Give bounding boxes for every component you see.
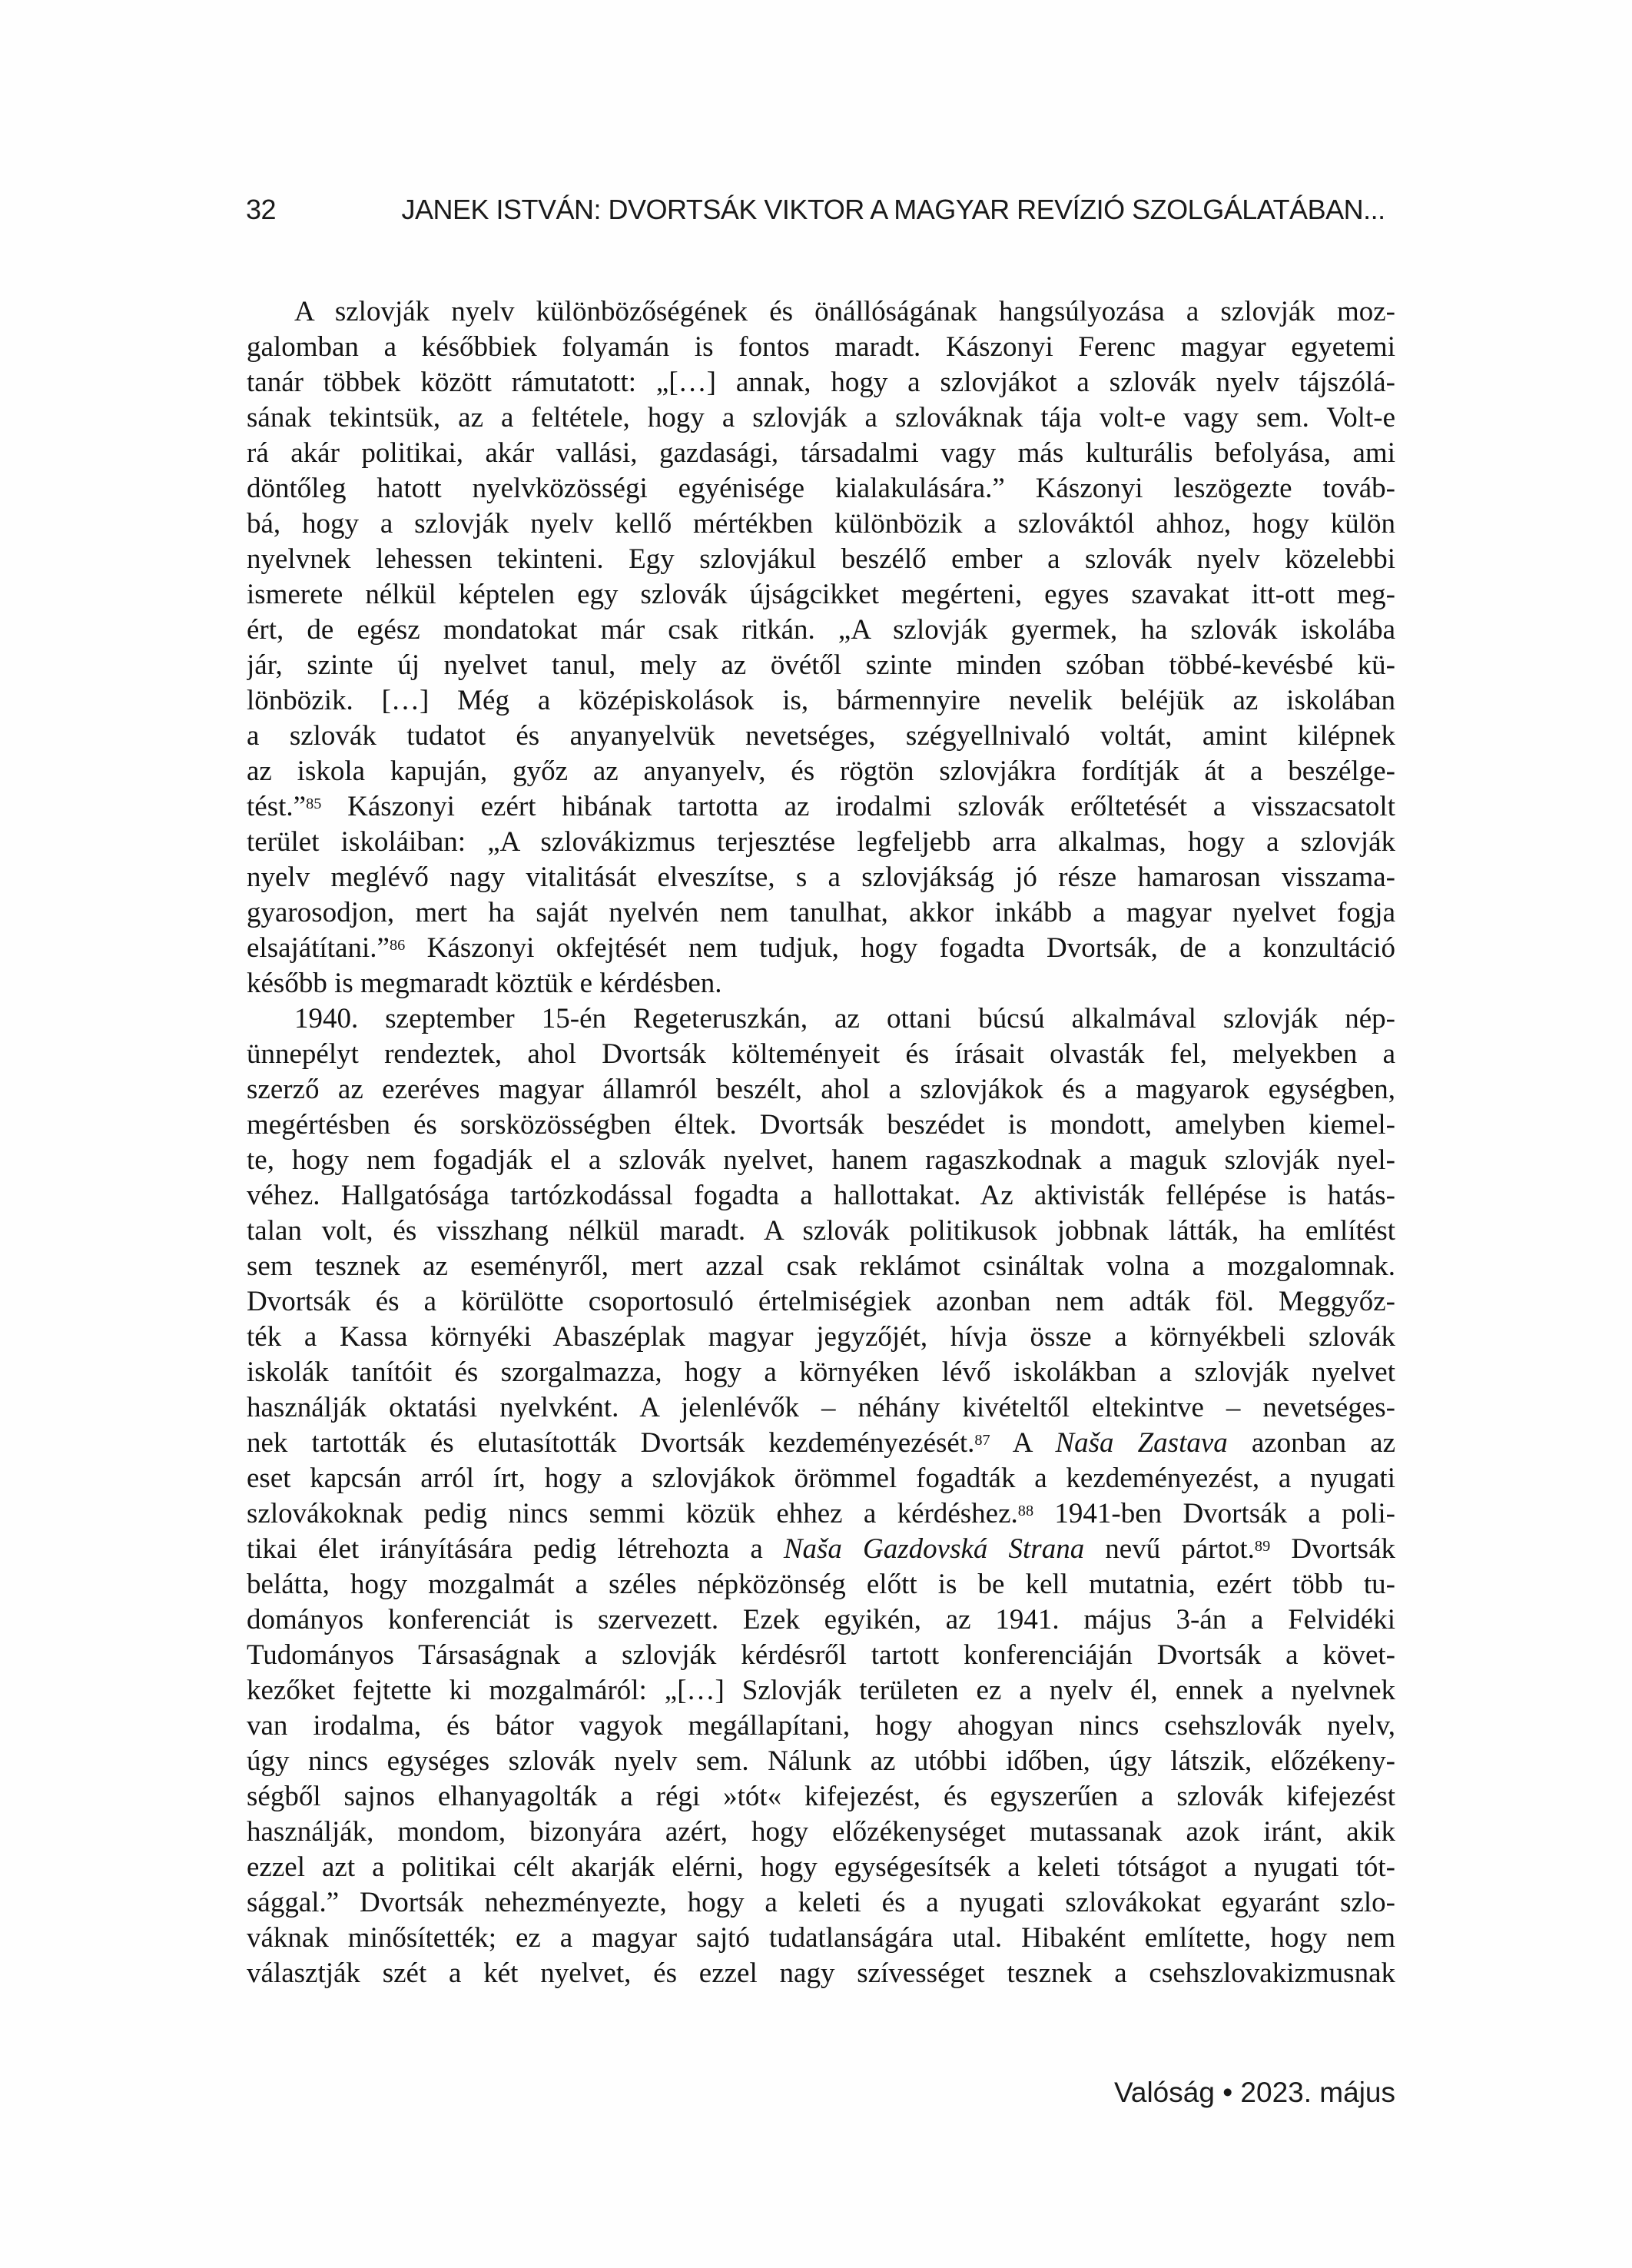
text-line: bá, hogy a szlovják nyelv kellő mértékben különbözik a szlováktól ahhoz, hogy külön <box>247 508 1395 540</box>
text-line: talan volt, és visszhang nélkül maradt. A szlovák politikusok jobbnak látták, ha említést <box>247 1215 1395 1247</box>
text-line: az iskola kapuján, győz az anyanyelv, és rögtön szlovjákra fordítják át a beszélge- <box>247 755 1395 787</box>
text-line: később is megmaradt köztük e kérdésben. <box>247 968 722 999</box>
text-line: váknak minősítették; ez a magyar sajtó tudatlanságára utal. Hibaként említette, hogy nem <box>247 1922 1395 1954</box>
text-line: galomban a későbbiek folyamán is fontos maradt. Kászonyi Ferenc magyar egyetemi <box>247 331 1395 363</box>
text-line: kezőket fejtette ki mozgalmáról: „[…] Szlovják területen ez a nyelv él, ennek a nyelvnek <box>247 1675 1395 1706</box>
text-line: használják, mondom, bizonyára azért, hogy előzékenységet mutassanak azok iránt, akik <box>247 1816 1395 1848</box>
text-line: döntőleg hatott nyelvközösségi egyénisége kialakulására.” Kászonyi leszögezte továb- <box>247 473 1395 504</box>
text-line: jár, szinte új nyelvet tanul, mely az övétől szinte minden szóban többé-kevésbé kü- <box>247 649 1395 681</box>
text-line: ismerete nélkül képtelen egy szlovák újságcikket megérteni, egyes szavakat itt-ott meg- <box>247 579 1395 610</box>
text-line: gyarosodjon, mert ha saját nyelvén nem tanulhat, akkor inkább a magyar nyelvet fogja <box>247 897 1395 928</box>
running-header-title: JANEK ISTVÁN: DVORTSÁK VIKTOR A MAGYAR REVÍZIÓ SZOLGÁLATÁBAN... <box>401 194 1385 225</box>
text-line: ünnepélyt rendeztek, ahol Dvortsák költeményeit és írásait olvasták fel, melyekben a <box>247 1038 1395 1070</box>
text-line: van irodalma, és bátor vagyok megállapítani, hogy ahogyan nincs csehszlovák nyelv, <box>247 1710 1395 1742</box>
text-line: tikai élet irányítására pedig létrehozta a Naša Gazdovská Strana nevű pártot.$^{89}$ Dvortsák <box>247 1533 1395 1565</box>
body-text <box>247 294 1395 1991</box>
page-number: 32 <box>246 194 277 225</box>
text-line: ezzel azt a politikai célt akarják elérni, hogy egységesítsék a keleti tótságot a nyugati tót- <box>247 1851 1395 1883</box>
text-line: a szlovák tudatot és anyanyelvük nevetséges, szégyellnivaló voltát, amint kilépnek <box>247 720 1395 752</box>
text-line: lönbözik. […] Még a középiskolások is, bármennyire nevelik beléjük az iskolában <box>247 685 1395 716</box>
text-line: eset kapcsán arról írt, hogy a szlovjákok örömmel fogadták a kezdeményezést, a nyugati <box>247 1463 1395 1494</box>
page-header <box>246 194 1395 226</box>
text-line: szerző az ezeréves magyar államról beszélt, ahol a szlovjákok és a magyarok egységben, <box>247 1074 1395 1105</box>
text-line: ért, de egész mondatokat már csak ritkán. „A szlovják gyermek, ha szlovák iskolába <box>247 614 1395 646</box>
text-line: Dvortsák és a körülötte csoportosuló értelmiségiek azonban nem adták föl. Meggyőz- <box>247 1286 1395 1317</box>
text-line: dományos konferenciát is szervezett. Ezek egyikén, az 1941. május 3-án a Felvidéki <box>247 1604 1395 1635</box>
text-line: Tudományos Társaságnak a szlovják kérdésről tartott konferenciáján Dvortsák a követ- <box>247 1639 1395 1671</box>
text-line: sának tekintsük, az a feltétele, hogy a szlovják a szlováknak tája volt-e vagy sem. Volt-e <box>247 402 1395 433</box>
text-line: ségből sajnos elhanyagolták a régi »tót« kifejezést, és egyszerűen a szlovák kifejezést <box>247 1781 1395 1812</box>
text-line: szlovákoknak pedig nincs semmi közük ehhez a kérdéshez.$^{88}$ 1941-ben Dvortsák a poli- <box>247 1498 1395 1529</box>
text-line: ték a Kassa környéki Abaszéplak magyar jegyzőjét, hívja össze a környékbeli szlovák <box>247 1321 1395 1353</box>
text-line: úgy nincs egységes szlovák nyelv sem. Nálunk az utóbbi időben, úgy látszik, előzékeny- <box>247 1745 1395 1777</box>
text-line: belátta, hogy mozgalmát a széles népközönség előtt is be kell mutatnia, ezért több tu- <box>247 1569 1395 1600</box>
text-line: tést.”$^{85}$ Kászonyi ezért hibának tartotta az irodalmi szlovák erőltetését a visszacsatolt <box>247 791 1395 822</box>
text-line: választják szét a két nyelvet, és ezzel nagy szívességet tesznek a csehszlovakizmusnak <box>247 1958 1395 1989</box>
text-line: nyelv meglévő nagy vitalitását elveszítse, s a szlovjákság jó része hamarosan visszama- <box>247 862 1395 893</box>
text-line: megértésben és sorsközösségben éltek. Dvortsák beszédet is mondott, amelyben kiemel- <box>247 1109 1395 1141</box>
text-line: használják oktatási nyelvként. A jelenlévők – néhány kivételtől eltekintve – nevetséges- <box>247 1392 1395 1423</box>
text-line: te, hogy nem fogadják el a szlovák nyelvet, hanem ragaszkodnak a maguk szlovják nyel- <box>247 1144 1395 1176</box>
text-line: sem tesznek az eseményről, mert azzal csak reklámot csináltak volna a mozgalomnak. <box>247 1250 1395 1282</box>
text-line: rá akár politikai, akár vallási, gazdasági, társadalmi vagy más kulturális befolyása, ami <box>247 437 1395 469</box>
page-footer: Valóság • 2023. május <box>1113 2077 1395 2108</box>
text-line: nek tartották és elutasították Dvortsák kezdeményezését.$^{87}$ A Naša Zastava azonban az <box>247 1427 1395 1459</box>
text-line: A szlovják nyelv különbözőségének és önállóságának hangsúlyozása a szlovják moz- <box>294 296 1395 327</box>
text-line: elsajátítani.”$^{86}$ Kászonyi okfejtését nem tudjuk, hogy fogadta Dvortsák, de a konzultáció <box>247 932 1395 964</box>
text-line: 1940. szeptember 15-én Regeteruszkán, az ottani búcsú alkalmával szlovják nép- <box>294 1003 1395 1034</box>
text-line: iskolák tanítóit és szorgalmazza, hogy a környéken lévő iskolákban a szlovják nyelvet <box>247 1356 1395 1388</box>
text-line: véhez. Hallgatósága tartózkodással fogadta a hallottakat. Az aktivisták fellépése is hatás- <box>247 1180 1395 1211</box>
text-line: nyelvnek lehessen tekinteni. Egy szlovjákul beszélő ember a szlovák nyelv közelebbi <box>247 543 1395 575</box>
text-line: tanár többek között rámutatott: „[…] annak, hogy a szlovjákot a szlovák nyelv tájszólá- <box>247 367 1395 398</box>
text-line: terület iskoláiban: „A szlovákizmus terjesztése legfeljebb arra alkalmas, hogy a szlovják <box>247 826 1395 858</box>
text-line: sággal.” Dvortsák nehezményezte, hogy a keleti és a nyugati szlovákokat egyaránt szlo- <box>247 1887 1395 1918</box>
